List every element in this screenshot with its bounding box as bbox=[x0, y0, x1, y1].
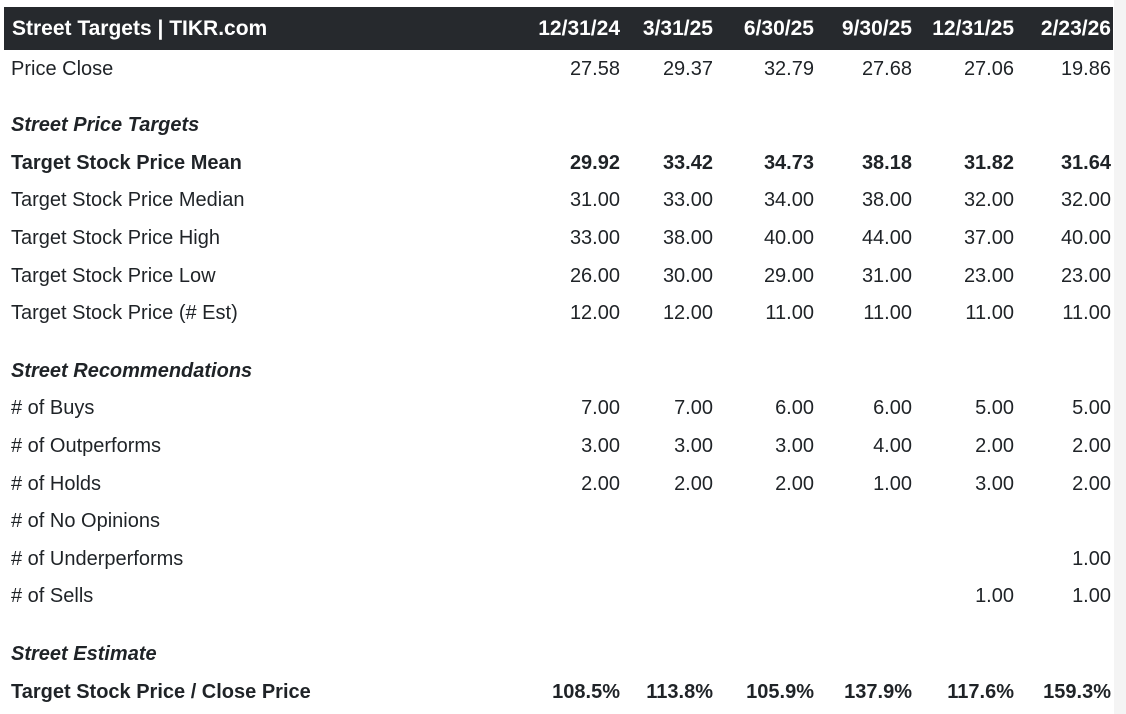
table-row-target-mean bbox=[4, 145, 1113, 183]
row-label: # of Holds bbox=[11, 472, 102, 495]
table-cell: 40.00 bbox=[763, 227, 814, 250]
table-cell: 44.00 bbox=[861, 227, 912, 250]
row-label: Target Stock Price / Close Price bbox=[11, 680, 311, 703]
table-cell: 11.00 bbox=[965, 302, 1014, 325]
table-row-target-high bbox=[4, 220, 1113, 258]
row-label: # of Sells bbox=[11, 585, 94, 608]
table-cell: 6.00 bbox=[873, 397, 912, 420]
table-cell: 23.00 bbox=[963, 264, 1014, 287]
table-title: Street Targets | TIKR.com bbox=[12, 16, 268, 40]
table-cell: 38.00 bbox=[662, 227, 713, 250]
table-cell: 32.79 bbox=[763, 57, 814, 80]
table-row-outperforms bbox=[4, 428, 1113, 466]
row-label: Price Close bbox=[11, 57, 114, 80]
section-title: Street Recommendations bbox=[11, 359, 253, 382]
table-cell: 31.82 bbox=[963, 151, 1014, 174]
table-cell: 11.00 bbox=[765, 302, 814, 325]
table-cell: 7.00 bbox=[674, 397, 713, 420]
table-cell: 105.9% bbox=[746, 680, 814, 703]
table-cell: 12.00 bbox=[569, 302, 620, 325]
row-label: # of No Opinions bbox=[11, 510, 160, 533]
table-cell: 117.6% bbox=[947, 680, 1014, 703]
table-cell: 11.00 bbox=[863, 302, 912, 325]
table-row-holds bbox=[4, 465, 1113, 503]
row-label: Target Stock Price Low bbox=[11, 264, 216, 287]
table-cell: 3.00 bbox=[674, 435, 713, 458]
table-cell: 159.3% bbox=[1043, 680, 1111, 703]
table-row-buys bbox=[4, 390, 1113, 428]
table-cell: 4.00 bbox=[873, 435, 912, 458]
row-label: Target Stock Price Mean bbox=[11, 151, 242, 174]
table-row-sells bbox=[4, 578, 1113, 616]
section-spacer bbox=[4, 87, 1113, 107]
table-cell: 27.06 bbox=[963, 57, 1014, 80]
table-cell: 33.42 bbox=[662, 151, 713, 174]
table-cell: 5.00 bbox=[975, 397, 1014, 420]
table-cell: 1.00 bbox=[1072, 547, 1111, 570]
column-header[interactable]: 12/31/24 bbox=[538, 16, 620, 40]
table-cell: 1.00 bbox=[975, 585, 1014, 608]
table-cell: 33.00 bbox=[662, 189, 713, 212]
row-label: # of Underperforms bbox=[11, 547, 184, 570]
table-cell: 5.00 bbox=[1072, 397, 1111, 420]
table-cell: 12.00 bbox=[662, 302, 713, 325]
column-header[interactable]: 2/23/26 bbox=[1040, 16, 1111, 40]
table-cell: 32.00 bbox=[1060, 189, 1111, 212]
table-row-target-est bbox=[4, 295, 1113, 333]
table-row-target-low bbox=[4, 257, 1113, 295]
row-label: # of Outperforms bbox=[11, 435, 162, 458]
table-cell: 2.00 bbox=[581, 472, 620, 495]
table-cell: 3.00 bbox=[775, 435, 814, 458]
table-cell: 40.00 bbox=[1060, 227, 1111, 250]
section-spacer bbox=[4, 616, 1113, 636]
table-cell: 3.00 bbox=[581, 435, 620, 458]
table-cell: 31.00 bbox=[861, 264, 912, 287]
table-cell: 33.00 bbox=[569, 227, 620, 250]
table-cell: 31.64 bbox=[1060, 151, 1111, 174]
table-cell: 23.00 bbox=[1060, 264, 1111, 287]
table-cell: 26.00 bbox=[569, 264, 620, 287]
column-header[interactable]: 12/31/25 bbox=[932, 16, 1014, 40]
table-row-target-close-ratio bbox=[4, 673, 1113, 711]
column-header[interactable]: 3/31/25 bbox=[642, 16, 713, 40]
row-label: Target Stock Price High bbox=[11, 227, 220, 250]
table-cell: 2.00 bbox=[775, 472, 814, 495]
table-row-target-median bbox=[4, 182, 1113, 220]
table-cell: 1.00 bbox=[873, 472, 912, 495]
table-row-price-close bbox=[4, 51, 1113, 87]
section-heading-street-recommendations bbox=[4, 353, 1113, 391]
table-cell: 113.8% bbox=[646, 680, 713, 703]
table-cell: 1.00 bbox=[1072, 585, 1111, 608]
vertical-scrollbar[interactable] bbox=[1114, 0, 1126, 714]
table-cell: 2.00 bbox=[1072, 472, 1111, 495]
table-cell: 34.73 bbox=[763, 151, 814, 174]
section-title: Street Estimate bbox=[11, 643, 157, 666]
table-cell: 19.86 bbox=[1060, 57, 1111, 80]
row-label: Target Stock Price Median bbox=[11, 189, 245, 212]
table-cell: 137.9% bbox=[844, 680, 912, 703]
table-cell: 38.00 bbox=[861, 189, 912, 212]
table-cell: 38.18 bbox=[861, 151, 912, 174]
table-cell: 37.00 bbox=[963, 227, 1014, 250]
table-cell: 27.58 bbox=[569, 57, 620, 80]
section-heading-street-estimate bbox=[4, 636, 1113, 674]
table-cell: 7.00 bbox=[581, 397, 620, 420]
section-spacer bbox=[4, 333, 1113, 353]
table-cell: 2.00 bbox=[975, 435, 1014, 458]
table-cell: 2.00 bbox=[674, 472, 713, 495]
table-cell: 30.00 bbox=[662, 264, 713, 287]
table-cell: 3.00 bbox=[975, 472, 1014, 495]
column-header[interactable]: 9/30/25 bbox=[841, 16, 912, 40]
table-cell: 34.00 bbox=[763, 189, 814, 212]
table-header bbox=[4, 7, 1113, 50]
table-cell: 108.5% bbox=[552, 680, 620, 703]
table-cell: 2.00 bbox=[1072, 435, 1111, 458]
table-cell: 31.00 bbox=[569, 189, 620, 212]
section-heading-street-price-targets bbox=[4, 107, 1113, 145]
table-row-no-opinions bbox=[4, 503, 1113, 541]
table-cell: 29.37 bbox=[662, 57, 713, 80]
street-targets-table bbox=[4, 7, 1113, 711]
row-label: Target Stock Price (# Est) bbox=[11, 302, 238, 325]
table-row-underperforms bbox=[4, 541, 1113, 579]
column-header[interactable]: 6/30/25 bbox=[743, 16, 814, 40]
table-cell: 29.00 bbox=[763, 264, 814, 287]
table-cell: 6.00 bbox=[775, 397, 814, 420]
table-cell: 29.92 bbox=[569, 151, 620, 174]
table-cell: 11.00 bbox=[1062, 302, 1111, 325]
table-cell: 32.00 bbox=[963, 189, 1014, 212]
section-title: Street Price Targets bbox=[11, 114, 200, 137]
table-cell: 27.68 bbox=[861, 57, 912, 80]
row-label: # of Buys bbox=[11, 397, 95, 420]
